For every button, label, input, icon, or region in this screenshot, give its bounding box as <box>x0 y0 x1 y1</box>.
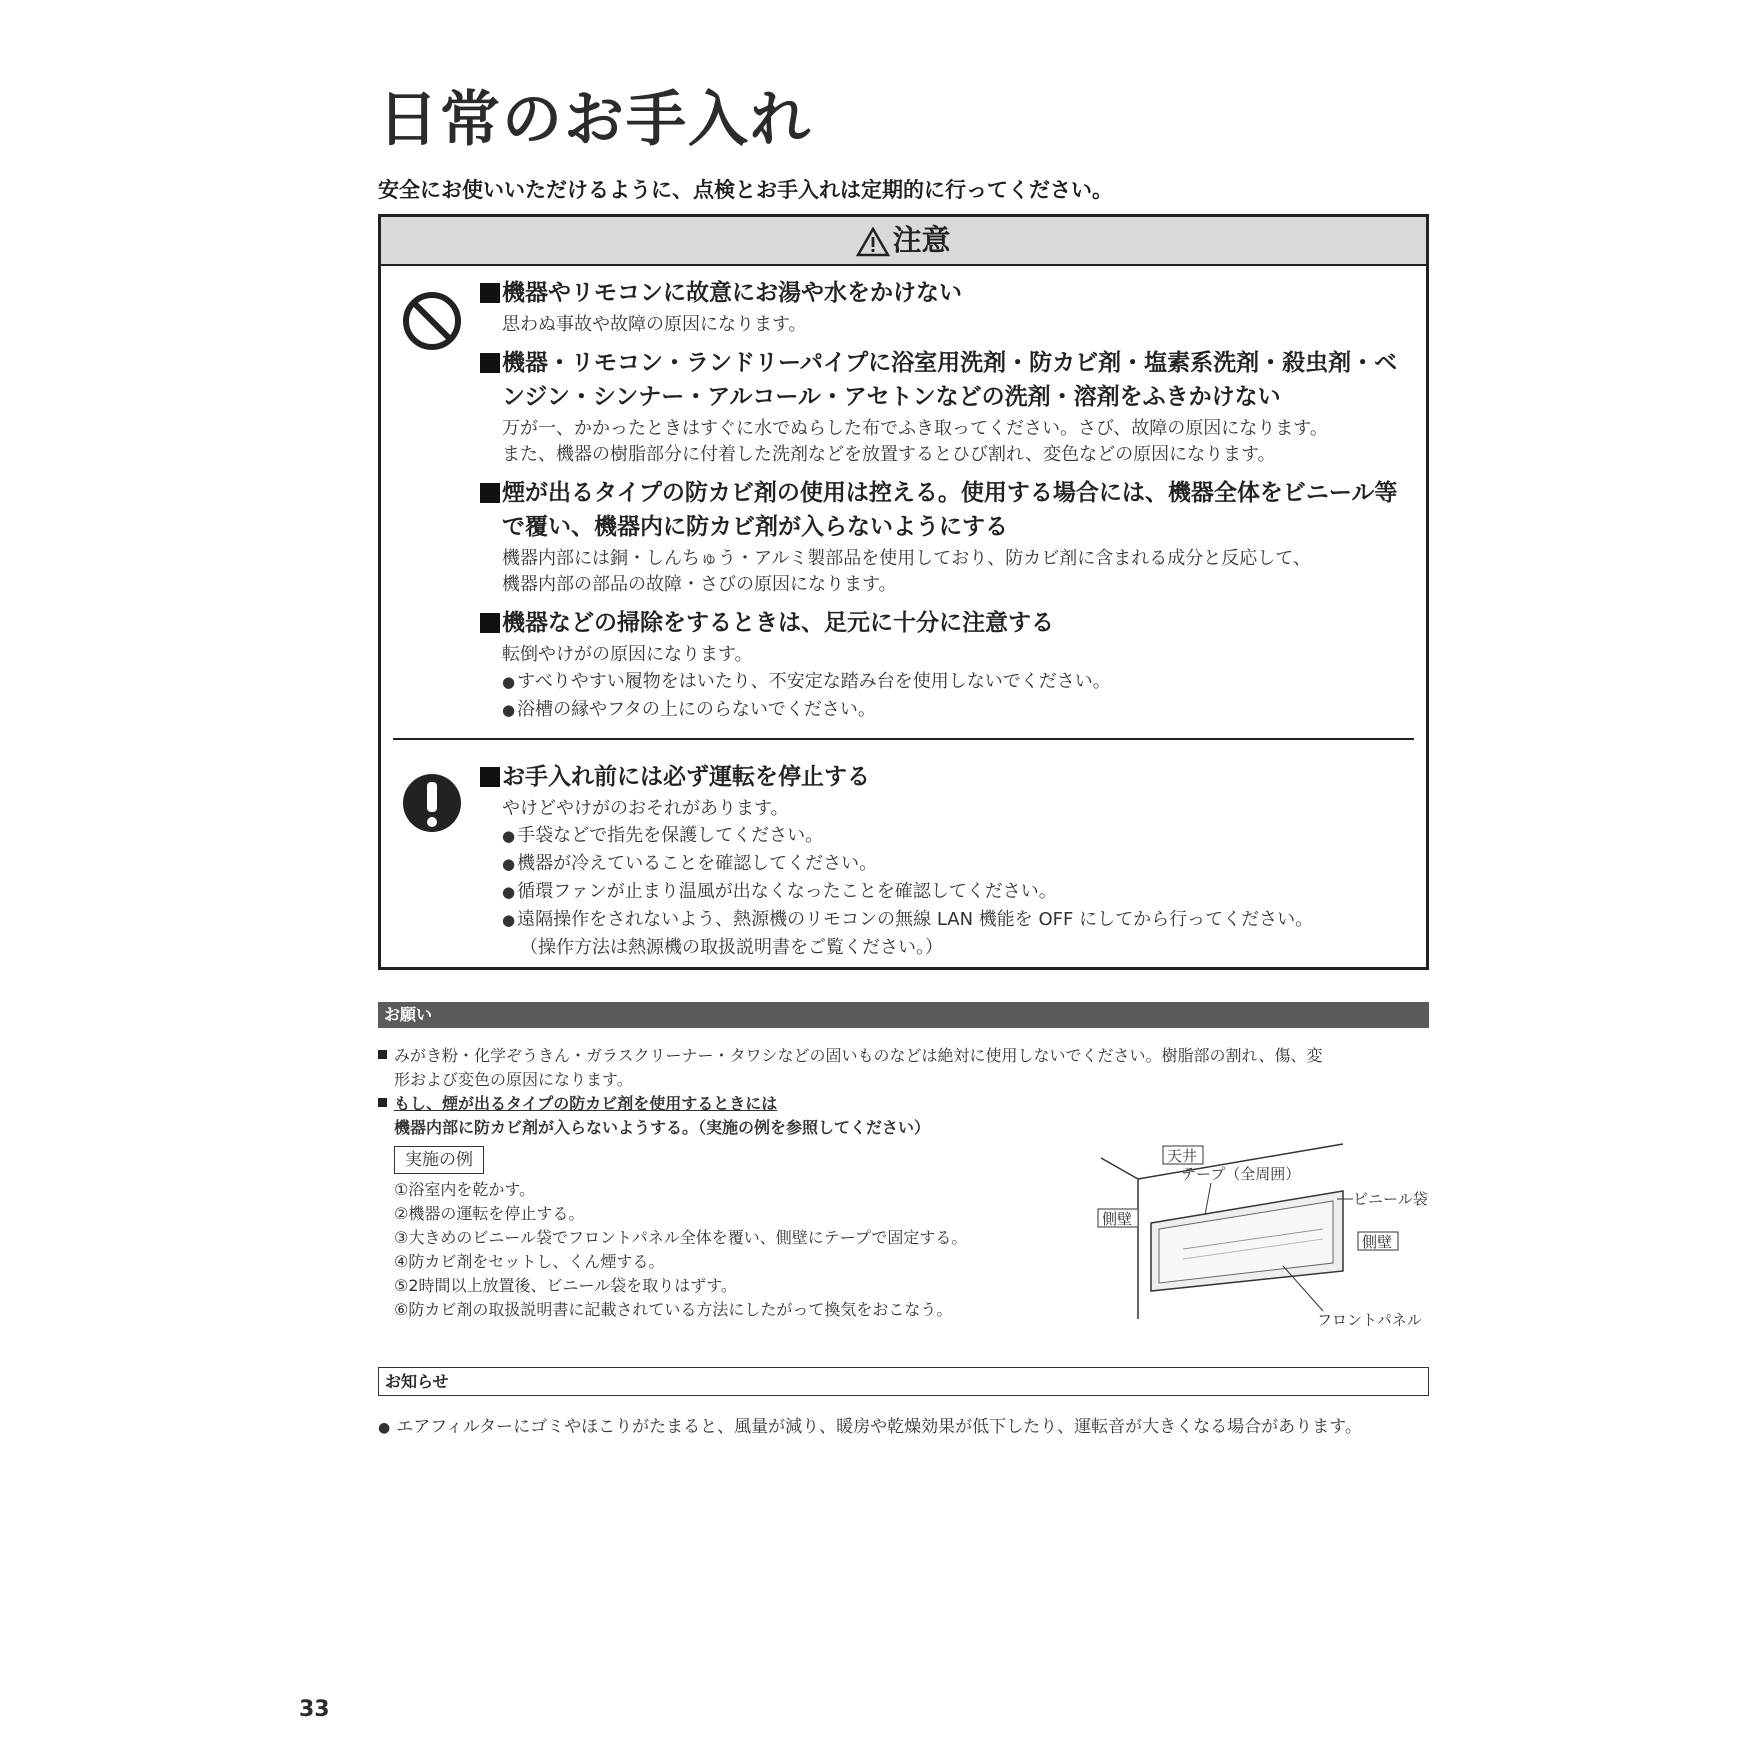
item-heading: 煙が出るタイプの防カビ剤の使用は控える。使用する場合には、機器全体をビニール等で覆い、機器内に防カビ剤が入らないようにする <box>480 476 1418 544</box>
step: ②機器の運転を停止する。 <box>394 1204 585 1223</box>
item-heading: 機器・リモコン・ランドリーパイプに浴室用洗剤・防カビ剤・塩素系洗剤・殺虫剤・ベンジン・シンナー・アルコール・アセトンなどの洗剤・溶剤をふきかけない <box>480 346 1418 414</box>
caution-header <box>381 217 1426 266</box>
page-title: 日常のお手入れ <box>378 85 812 155</box>
ceiling-label: 天井 <box>1167 1147 1198 1165</box>
step: ⑤2時間以上放置後、ビニール袋を取りはずす。 <box>394 1276 737 1295</box>
covering-diagram <box>1093 1131 1433 1331</box>
page-number: 33 <box>299 1697 330 1722</box>
oshirase-item: ● エアフィルターにゴミやほこりがたまると、風量が減り、暖房や乾燥効果が低下したり、運転音が大きくなる場合があります。 <box>378 1417 1362 1437</box>
item-body: 転倒やけがの原因になります。 <box>502 644 753 665</box>
bullet-item: ● 手袋などで指先を保護してください。 <box>502 825 824 846</box>
step: ④防カビ剤をセットし、くん煙する。 <box>394 1252 665 1271</box>
step: ①浴室内を乾かす。 <box>394 1180 536 1199</box>
onegai-item: みがき粉・化学ぞうきん・ガラスクリーナー・タワシなどの固いものなどは絶対に使用しないでください。樹脂部の割れ、傷、変 <box>378 1044 1429 1068</box>
oshirase-header: お知らせ <box>378 1367 1429 1396</box>
item-body <box>480 416 1418 468</box>
item-body: 思わぬ事故や故障の原因になります。 <box>502 314 807 335</box>
example-label: 実施の例 <box>394 1146 484 1174</box>
step: ⑥防カビ剤の取扱説明書に記載されている方法にしたがって換気をおこなう。 <box>394 1300 953 1319</box>
onegai-header: お願い <box>378 1002 1429 1028</box>
bullet-item: ● 循環ファンが止まり温風が出なくなったことを確認してください。 <box>502 881 1057 902</box>
bullet-item: ● 浴槽の縁やフタの上にのらないでください。 <box>502 699 876 720</box>
item-body-line: 万が一、かかったときはすぐに水でぬらした布でふき取ってください。さび、故障の原因になります。 <box>502 418 1328 439</box>
prohibit-item <box>480 346 1418 468</box>
warning-triangle-icon <box>856 227 890 257</box>
onegai-item-sub: 機器内部に防カビ剤が入らないようする。（実施の例を参照してください） <box>394 1118 931 1137</box>
tape-label: テープ（全周囲） <box>1181 1165 1301 1183</box>
item-body <box>480 546 1418 598</box>
bullet-item: ● 機器が冷えていることを確認してください。 <box>502 853 878 874</box>
prohibit-section <box>381 266 1426 742</box>
section-divider <box>393 738 1414 740</box>
front-panel-label: フロントパネル <box>1317 1311 1422 1329</box>
step: ③大きめのビニール袋でフロントパネル全体を覆い、側壁にテープで固定する。 <box>394 1228 968 1247</box>
onegai-item-cont: 形および変色の原因になります。 <box>394 1070 633 1089</box>
prohibition-icon <box>401 290 463 352</box>
intro-text: 安全にお使いいただけるように、点検とお手入れは定期的に行ってください。 <box>378 178 1113 202</box>
bullet-note: （操作方法は熱源機の取扱説明書をご覧ください。） <box>520 937 943 958</box>
prohibit-item <box>480 606 1418 724</box>
mandatory-section <box>381 744 1426 972</box>
item-heading: お手入れ前には必ず運転を停止する <box>480 760 1418 794</box>
item-body-line: また、機器の樹脂部分に付着した洗剤などを放置するとひび割れ、変色などの原因になります。 <box>502 444 1276 465</box>
item-body: やけどやけがのおそれがあります。 <box>502 798 789 819</box>
bullet-item: ● すべりやすい履物をはいたり、不安定な踏み台を使用しないでください。 <box>502 671 1111 692</box>
caution-title: 注意 <box>892 223 951 257</box>
bullet-item: ● 遠隔操作をされないよう、熱源機のリモコンの無線 LAN 機能を OFF にしてから行ってください。 <box>502 909 1314 930</box>
item-heading: 機器やリモコンに故意にお湯や水をかけない <box>480 276 1418 310</box>
item-heading: 機器などの掃除をするときは、足元に十分に注意する <box>480 606 1418 640</box>
onegai-item: もし、煙が出るタイプの防カビ剤を使用するときには <box>378 1092 1429 1116</box>
side-wall-right-label: 側壁 <box>1362 1233 1393 1251</box>
caution-box <box>378 214 1429 970</box>
prohibit-item <box>480 476 1418 598</box>
prohibit-item <box>480 276 1418 338</box>
vinyl-bag-label: ビニール袋 <box>1353 1190 1428 1208</box>
item-body-line: 機器内部の部品の故障・さびの原因になります。 <box>502 574 897 595</box>
item-body-line: 機器内部には銅・しんちゅう・アルミ製部品を使用しており、防カビ剤に含まれる成分と反応して、 <box>502 548 1311 569</box>
side-wall-left-label: 側壁 <box>1102 1210 1133 1228</box>
exclamation-icon <box>401 772 463 834</box>
